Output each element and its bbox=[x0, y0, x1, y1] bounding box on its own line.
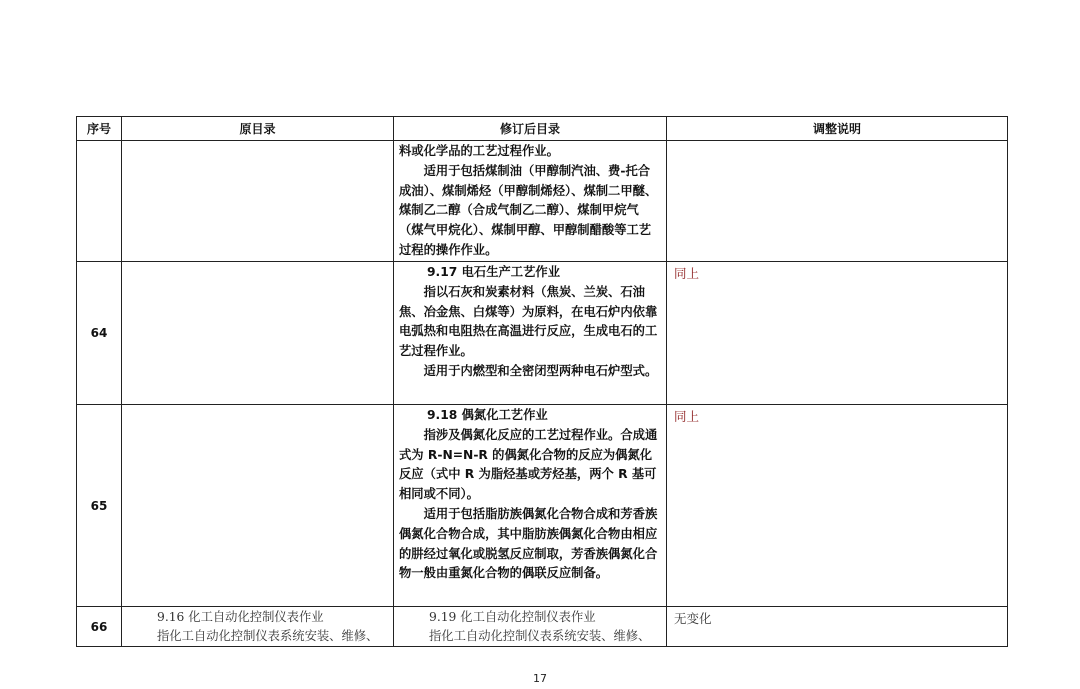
note-cell bbox=[667, 405, 1008, 607]
revised-text: 适用于包括脂肪族偶氮化合物合成和芳香族偶氮化合物合成，其中脂肪族偶氮化合物由相应的肼经过氧化或脱氢反应制取，芳香族偶氮化合物一般由重氮化合物的偶联反应制备。 bbox=[399, 506, 658, 581]
original-cell bbox=[122, 405, 394, 607]
adjustment-note: 同上 bbox=[674, 409, 700, 424]
row-number: 65 bbox=[77, 405, 122, 607]
revised-text: 料或化学品的工艺过程作业。 bbox=[399, 144, 559, 158]
note-cell bbox=[667, 607, 1008, 647]
original-cell bbox=[122, 607, 394, 647]
revised-cell bbox=[394, 405, 667, 607]
revised-title: 9.17 电石生产工艺作业 bbox=[427, 265, 560, 279]
catalog-table bbox=[76, 116, 1008, 647]
note-cell bbox=[667, 141, 1008, 262]
table-header-row bbox=[77, 117, 1008, 141]
row-number: 66 bbox=[77, 607, 122, 647]
table-row bbox=[77, 405, 1008, 607]
row-number: 64 bbox=[77, 262, 122, 405]
table-row bbox=[77, 607, 1008, 647]
revised-text: 适用于内燃型和全密闭型两种电石炉型式。 bbox=[423, 363, 658, 378]
adjustment-note: 同上 bbox=[674, 266, 700, 281]
revised-text: 适用于包括煤制油（甲醇制汽油、费-托合成油）、煤制烯烃（甲醇制烯烃）、煤制二甲醚、煤制乙二醇（合成气制乙二醇）、煤制甲烷气（煤气甲烷化）、煤制甲醇、甲醇制醋酸等工艺过程的操作作业。 bbox=[399, 163, 658, 257]
header-original: 原目录 bbox=[122, 117, 394, 141]
revised-cell bbox=[394, 141, 667, 262]
header-no: 序号 bbox=[77, 117, 122, 141]
revised-text: 指以石灰和炭素材料（焦炭、兰炭、石油焦、冶金焦、白煤等）为原料，在电石炉内依靠电弧热和电阻热在高温进行反应，生成电石的工艺过程作业。 bbox=[399, 284, 658, 359]
adjustment-note: 无变化 bbox=[674, 611, 712, 626]
revised-cell bbox=[394, 607, 667, 647]
original-cell bbox=[122, 262, 394, 405]
table-row bbox=[77, 141, 1008, 262]
header-revised: 修订后目录 bbox=[394, 117, 667, 141]
header-note: 调整说明 bbox=[667, 117, 1008, 141]
original-title: 9.16 化工自动化控制仪表作业 bbox=[157, 610, 324, 624]
original-cell bbox=[122, 141, 394, 262]
revised-text: 指化工自动化控制仪表系统安装、维修、 bbox=[429, 629, 651, 643]
revised-cell bbox=[394, 262, 667, 405]
row-number bbox=[77, 141, 122, 262]
note-cell bbox=[667, 262, 1008, 405]
original-text: 指化工自动化控制仪表系统安装、维修、 bbox=[157, 629, 379, 643]
page-number: 17 bbox=[533, 672, 547, 685]
revised-title: 9.19 化工自动化控制仪表作业 bbox=[429, 610, 596, 624]
table-row bbox=[77, 262, 1008, 405]
revised-title: 9.18 偶氮化工艺作业 bbox=[427, 408, 548, 422]
revised-text: 指涉及偶氮化反应的工艺过程作业。合成通式为 R-N=N-R 的偶氮化合物的反应为偶氮化反应（式中 R 为脂烃基或芳烃基，两个 R 基可相同或不同）。 bbox=[399, 427, 658, 502]
